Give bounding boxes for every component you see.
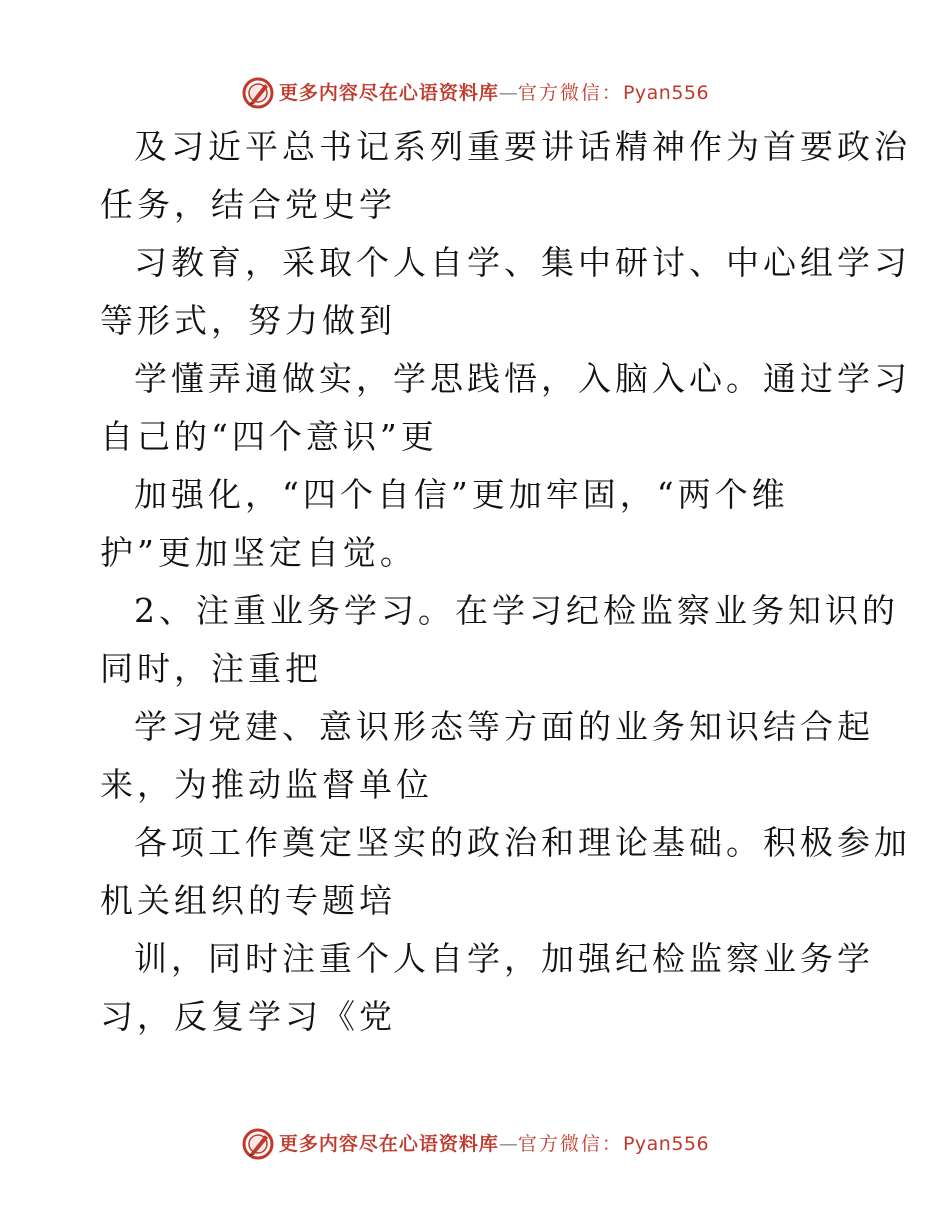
footer-watermark [0, 1127, 950, 1161]
text-line: 习教育，采取个人自学、集中研讨、中心组学习 [134, 243, 911, 282]
text-line: 学习党建、意识形态等方面的业务知识结合起 [134, 707, 874, 746]
text-line: 2、注重业务学习。在学习纪检监察业务知识的 [134, 591, 899, 630]
pen-logo-icon [241, 1127, 275, 1161]
watermark-label: 官方微信： [517, 82, 623, 104]
text-line: 自己的“四个意识”更 [100, 417, 438, 456]
watermark-separator: — [498, 82, 518, 104]
watermark-wechat-id: Pyan556 [622, 82, 710, 104]
pen-logo-icon [241, 76, 275, 110]
watermark-brand: 更多内容尽在心语资料库 [278, 82, 499, 104]
text-line: 加强化，“四个自信”更加牢固，“两个维 [134, 475, 789, 514]
text-line: 等形式，努力做到 [100, 301, 396, 340]
text-line: 任务，结合党史学 [100, 185, 396, 224]
text-line: 同时，注重把 [100, 649, 322, 688]
text-line: 学懂弄通做实，学思践悟，入脑入心。通过学习 [134, 359, 911, 398]
text-line: 护”更加坚定自觉。 [100, 533, 417, 572]
header-watermark [0, 76, 950, 110]
watermark-separator: — [498, 1133, 518, 1155]
text-line: 来，为推动监督单位 [100, 765, 433, 804]
watermark-label: 官方微信： [517, 1133, 623, 1155]
text-line: 机关组织的专题培 [100, 881, 396, 920]
watermark-brand: 更多内容尽在心语资料库 [278, 1133, 499, 1155]
text-line: 习，反复学习《党 [100, 997, 396, 1036]
text-line: 及习近平总书记系列重要讲话精神作为首要政治 [134, 127, 911, 166]
text-line: 训，同时注重个人自学，加强纪检监察业务学 [134, 939, 874, 978]
watermark-wechat-id: Pyan556 [622, 1133, 710, 1155]
text-line: 各项工作奠定坚实的政治和理论基础。积极参加 [134, 823, 911, 862]
